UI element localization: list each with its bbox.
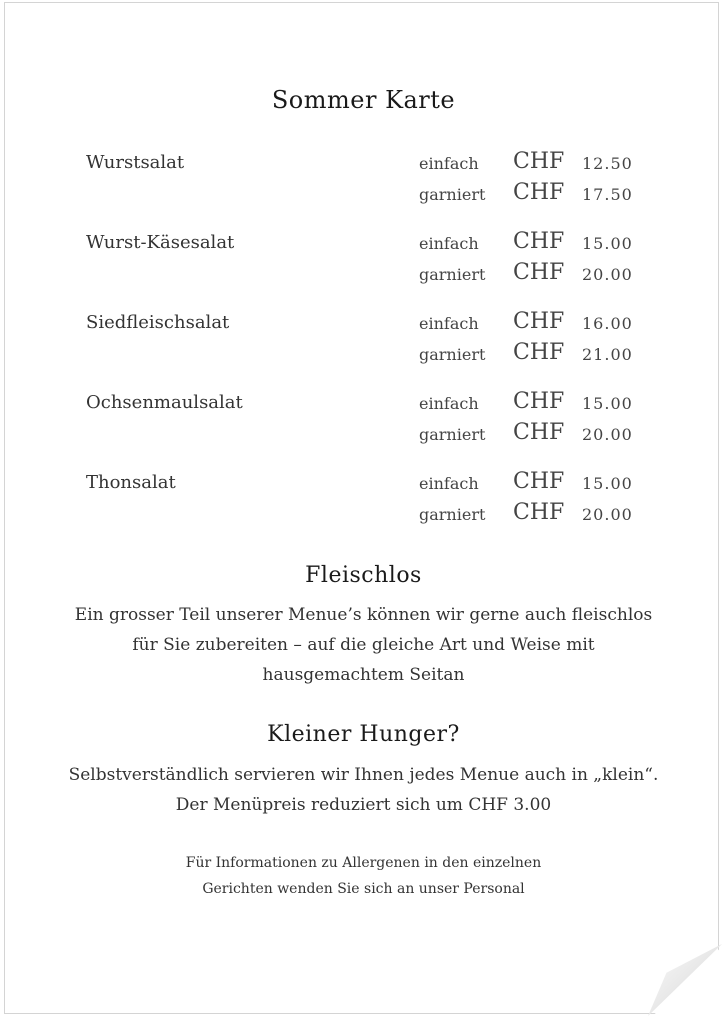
variant-row	[0, 148, 727, 178]
price: 15.00	[582, 234, 633, 253]
fleischlos-text	[0, 600, 727, 690]
kleiner-hunger-line: Der Menüpreis reduziert sich um CHF 3.00	[175, 795, 552, 815]
variant-label: einfach	[419, 234, 479, 253]
menu-item-wurstsalat	[0, 148, 727, 228]
variant-label: garniert	[419, 265, 486, 284]
variant-row	[0, 179, 727, 209]
menu-item-name: Thonsalat	[86, 472, 176, 493]
price: 20.00	[582, 425, 633, 444]
menu-item-name: Wurstsalat	[86, 152, 185, 173]
menu-item-name: Siedfleischsalat	[86, 312, 230, 333]
currency-label: CHF	[513, 340, 565, 365]
menu-list	[0, 148, 727, 548]
currency-label: CHF	[513, 500, 565, 525]
kleiner-hunger-heading: Kleiner Hunger?	[267, 722, 460, 747]
kleiner-hunger-text	[0, 760, 727, 820]
kleiner-hunger-line: Selbstverständlich servieren wir Ihnen jedes Menue auch in „klein“.	[68, 765, 659, 785]
currency-label: CHF	[513, 420, 565, 445]
variant-label: einfach	[419, 154, 479, 173]
currency-label: CHF	[513, 260, 565, 285]
price: 21.00	[582, 345, 633, 364]
menu-item-name: Wurst-Käsesalat	[86, 232, 235, 253]
fleischlos-line: hausgemachtem Seitan	[262, 665, 465, 685]
variant-label: garniert	[419, 425, 486, 444]
price: 12.50	[582, 154, 633, 173]
currency-label: CHF	[513, 229, 565, 254]
menu-item-ochsenmaulsalat	[0, 388, 727, 468]
price: 20.00	[582, 505, 633, 524]
fleischlos-line: Ein grosser Teil unserer Menue’s können wir gerne auch fleischlos	[74, 605, 653, 625]
allergen-note	[0, 850, 727, 902]
variant-row	[0, 339, 727, 369]
currency-label: CHF	[513, 389, 565, 414]
page-title: Sommer Karte	[271, 86, 456, 114]
currency-label: CHF	[513, 309, 565, 334]
currency-label: CHF	[513, 149, 565, 174]
variant-label: garniert	[419, 505, 486, 524]
variant-row	[0, 419, 727, 449]
price: 15.00	[582, 474, 633, 493]
allergen-note-line: Für Informationen zu Allergenen in den einzelnen	[185, 855, 542, 871]
variant-row	[0, 259, 727, 289]
variant-row	[0, 388, 727, 418]
variant-row	[0, 468, 727, 498]
allergen-note-line: Gerichten wenden Sie sich an unser Personal	[202, 881, 525, 897]
price: 16.00	[582, 314, 633, 333]
price: 15.00	[582, 394, 633, 413]
menu-item-wurst-kaesesalat	[0, 228, 727, 308]
menu-item-siedfleischsalat	[0, 308, 727, 388]
currency-label: CHF	[513, 180, 565, 205]
price: 17.50	[582, 185, 633, 204]
fleischlos-line: für Sie zubereiten – auf die gleiche Art und Weise mit	[132, 635, 595, 655]
variant-row	[0, 228, 727, 258]
fleischlos-heading: Fleischlos	[305, 563, 422, 588]
variant-label: einfach	[419, 474, 479, 493]
variant-row	[0, 499, 727, 529]
variant-label: einfach	[419, 394, 479, 413]
variant-label: garniert	[419, 345, 486, 364]
currency-label: CHF	[513, 469, 565, 494]
price: 20.00	[582, 265, 633, 284]
menu-item-name: Ochsenmaulsalat	[86, 392, 243, 413]
menu-item-thonsalat	[0, 468, 727, 548]
variant-label: einfach	[419, 314, 479, 333]
variant-label: garniert	[419, 185, 486, 204]
variant-row	[0, 308, 727, 338]
